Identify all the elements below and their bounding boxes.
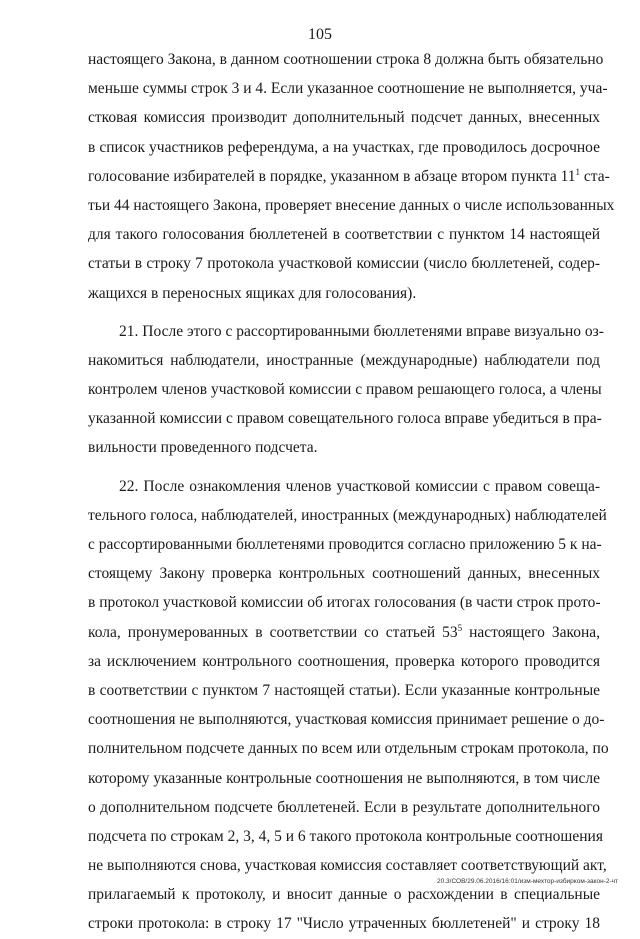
text-line <box>88 433 600 462</box>
text-run: в соответствии с пунктом 7 настоящей статьи). Если указанные контрольные <box>88 681 600 699</box>
text-line <box>88 74 608 103</box>
text-line <box>88 793 600 822</box>
text-line <box>88 162 610 191</box>
paragraph-p22 <box>88 472 609 939</box>
text-line <box>88 404 600 433</box>
text-run: в протокол участковой комиссии об итогах голосования (в части строк прото- <box>88 594 601 612</box>
text-line <box>88 588 600 617</box>
text-run-tail: ста- <box>580 167 610 185</box>
text-line <box>88 530 600 559</box>
superscript: 5 <box>457 622 463 633</box>
paragraph-p21 <box>88 317 604 463</box>
text-run: контролем членов участковой комиссии с правом решающего голоса, а члены <box>88 381 602 399</box>
text-line <box>88 559 600 588</box>
text-run: накомиться наблюдатели, иностранные (международные) наблюдатели под <box>88 351 600 369</box>
text-run: которому указанные контрольные соотношения не выполняются, в том числе <box>88 769 600 787</box>
text-line <box>88 191 615 220</box>
text-run: статьи в строку 7 протокола участковой комиссии (число бюллетеней, содер- <box>88 255 600 273</box>
paragraph-gap <box>88 308 600 317</box>
text-run: соотношения не выполняются, участковая комиссия принимает решение о до- <box>88 711 605 729</box>
text-run: не выполняются снова, участковая комиссия составляет соответствующий акт, <box>88 857 607 875</box>
text-run: кола, пронумерованных в соответствии со статьей 53 <box>88 623 458 641</box>
text-run: тельного голоса, наблюдателей, иностранных (международных) наблюдателей <box>88 506 607 524</box>
paragraph-p20-cont <box>88 45 615 308</box>
superscript: 1 <box>575 166 581 177</box>
text-run: строки протокола: в строку 17 "Число утраченных бюллетеней" и строку 18 <box>88 915 600 933</box>
text-run: настоящего Закона, в данном соотношении строка 8 должна быть обязательно <box>88 51 604 68</box>
text-run: 21. После этого с рассортированными бюллетенями вправе визуально оз- <box>119 322 604 340</box>
text-run: полнительном подсчете данных по всем или отдельным строкам протокола, по <box>88 740 609 758</box>
text-line <box>88 764 600 793</box>
text-run: подсчета по строкам 2, 3, 4, 5 и 6 такого протокола контрольные соотношения <box>88 827 603 845</box>
text-line <box>88 705 605 734</box>
text-line <box>88 279 600 308</box>
text-run-tail: настоящего Закона, <box>462 623 601 641</box>
footer-stamp: 20.3/СОВ/29.06.2016/16:01/изм-мехтор-избирком-закон-2-чт <box>437 878 618 885</box>
text-line <box>88 220 600 249</box>
text-line <box>88 851 607 880</box>
text-run: тьи 44 настоящего Закона, проверяет внесение данных о числе использованных <box>88 196 615 214</box>
text-line <box>88 472 600 501</box>
text-run: 22. После ознакомления членов участковой комиссии с правом совеща- <box>119 477 600 495</box>
text-run: прилагаемый к протоколу, и вносит данные о расхождении в специальные <box>88 886 600 904</box>
text-run: за исключением контрольного соотношения, проверка которого проводится <box>88 652 600 670</box>
text-run: стковая комиссия производит дополнительный подсчет данных, внесенных <box>88 109 600 127</box>
text-run: указанной комиссии с правом совещательного голоса вправе убедиться в пра- <box>88 410 602 428</box>
text-run: для такого голосования бюллетеней в соответствии с пунктом 14 настоящей <box>88 226 600 244</box>
paragraph-gap <box>88 463 600 472</box>
text-run: о дополнительном подсчете бюллетеней. Если в результате дополнительного <box>88 798 600 816</box>
text-line <box>88 822 603 851</box>
body-text <box>88 45 615 939</box>
text-line <box>88 501 607 530</box>
text-line <box>88 676 600 705</box>
text-run: меньше суммы строк 3 и 4. Если указанное соотношение не выполняется, уча- <box>88 80 608 98</box>
text-line <box>88 249 600 278</box>
text-line <box>88 103 600 132</box>
text-line <box>88 317 604 346</box>
text-line <box>88 346 600 375</box>
text-run: голосование избирателей в порядке, указанном в абзаце втором пункта 11 <box>88 167 576 185</box>
text-line <box>88 909 600 938</box>
text-run: вильности проведенного подсчета. <box>88 439 318 457</box>
text-line <box>88 45 604 74</box>
text-run: жащихся в переносных ящиках для голосования). <box>88 284 417 302</box>
page-number: 105 <box>308 26 332 43</box>
text-line <box>88 618 600 647</box>
text-run: в список участников референдума, а на участках, где проводилось досрочное <box>88 138 600 156</box>
text-line <box>88 375 600 404</box>
text-run: с рассортированными бюллетенями проводится согласно приложению 5 к на- <box>88 536 602 553</box>
text-line <box>88 734 609 763</box>
text-line <box>88 647 600 676</box>
text-run: стоящему Закону проверка контрольных соотношений данных, внесенных <box>88 565 600 583</box>
text-line <box>88 133 600 162</box>
